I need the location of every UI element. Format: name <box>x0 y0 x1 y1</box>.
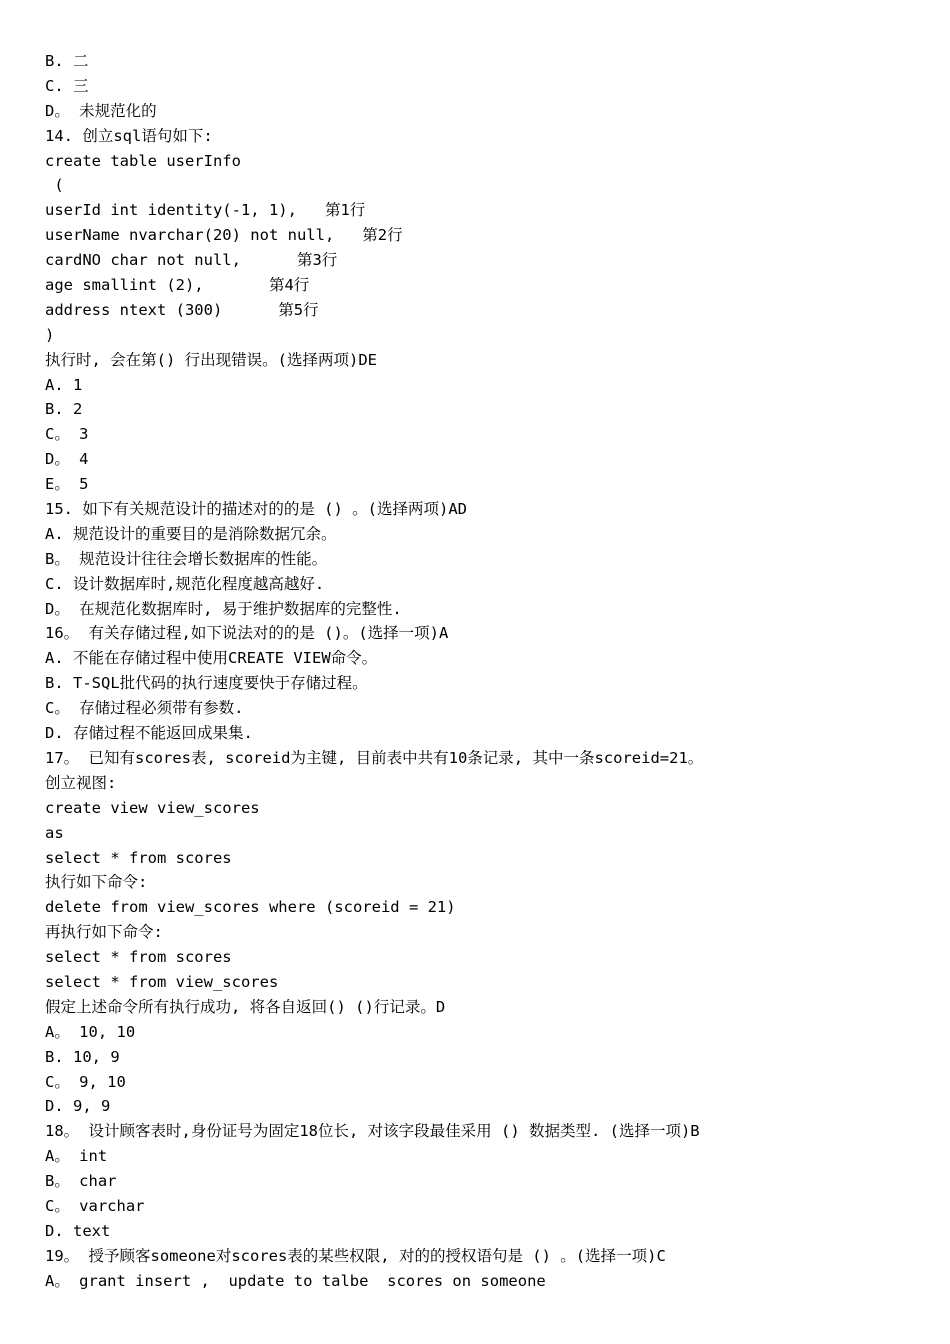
text-line: ( <box>45 176 64 195</box>
text-line: 执行如下命令: <box>45 873 148 892</box>
text-line: A。 int <box>45 1147 108 1166</box>
text-line: ) <box>45 325 55 344</box>
text-line: 14. 创立sql语句如下: <box>45 126 213 145</box>
text-line: A. 1 <box>45 375 83 394</box>
text-line: D。 在规范化数据库时, 易于维护数据库的完整性. <box>45 599 402 618</box>
text-line: D。 未规范化的 <box>45 101 157 120</box>
text-line: B。 规范设计往往会增长数据库的性能。 <box>45 549 328 568</box>
text-line: C。 3 <box>45 425 89 444</box>
text-line: B。 char <box>45 1172 117 1191</box>
text-line: 16。 有关存储过程,如下说法对的的是 ()。(选择一项)A <box>45 624 449 643</box>
text-line: D. 存储过程不能返回成果集. <box>45 724 253 743</box>
text-line: B. 2 <box>45 400 83 419</box>
text-line: B. 二 <box>45 52 89 70</box>
text-line: E。 5 <box>45 475 89 494</box>
text-line: 19。 授予顾客someone对scores表的某些权限, 对的的授权语句是 () 。(选择一项)C <box>45 1246 666 1265</box>
text-line: A. 不能在存储过程中使用CREATE VIEW命令。 <box>45 649 378 668</box>
text-line: 假定上述命令所有执行成功, 将各自返回() ()行记录。D <box>45 997 446 1016</box>
text-line: age smallint (2), 第4行 <box>45 276 310 295</box>
text-line: userId int identity(-1, 1), 第1行 <box>45 201 366 220</box>
text-line: C。 存储过程必须带有参数. <box>45 699 244 718</box>
text-line: 18。 设计顾客表时,身份证号为固定18位长, 对该字段最佳采用 () 数据类型. (选择一项)B <box>45 1122 700 1141</box>
text-line: 15. 如下有关规范设计的描述对的的是 () 。(选择两项)AD <box>45 500 467 519</box>
document-page <box>45 49 925 1294</box>
text-line: 创立视图: <box>45 773 117 792</box>
text-line: select * from scores <box>45 948 232 967</box>
text-line: A。 grant insert , update to talbe scores on someone <box>45 1271 546 1290</box>
text-line: B. T-SQL批代码的执行速度要快于存储过程。 <box>45 674 368 693</box>
text-line: A. 规范设计的重要目的是消除数据冗余。 <box>45 524 337 543</box>
text-line: create view view_scores <box>45 798 260 817</box>
text-line: D. text <box>45 1221 111 1240</box>
text-line: C。 9, 10 <box>45 1072 126 1091</box>
text-line: B. 10, 9 <box>45 1047 120 1066</box>
text-line: userName nvarchar(20) not null, 第2行 <box>45 226 403 245</box>
text-line: A。 10, 10 <box>45 1022 136 1041</box>
text-line: 再执行如下命令: <box>45 923 163 942</box>
text-line: C. 三 <box>45 76 89 95</box>
text-line: C. 设计数据库时,规范化程度越高越好. <box>45 574 325 593</box>
text-line: address ntext (300) 第5行 <box>45 300 319 319</box>
text-line: as <box>45 823 64 842</box>
text-line: D。 4 <box>45 450 89 469</box>
text-line: select * from view_scores <box>45 972 279 991</box>
text-line: cardNO char not null, 第3行 <box>45 251 338 270</box>
text-line: C。 varchar <box>45 1196 145 1215</box>
text-line: D. 9, 9 <box>45 1097 111 1116</box>
text-line: select * from scores <box>45 848 232 867</box>
text-line: 执行时, 会在第() 行出现错误。(选择两项)DE <box>45 350 377 369</box>
text-line: delete from view_scores where (scoreid = 21) <box>45 898 456 917</box>
text-line: create table userInfo <box>45 151 241 170</box>
text-line: 17。 已知有scores表, scoreid为主键, 目前表中共有10条记录, 其中一条scoreid=21。 <box>45 748 704 767</box>
